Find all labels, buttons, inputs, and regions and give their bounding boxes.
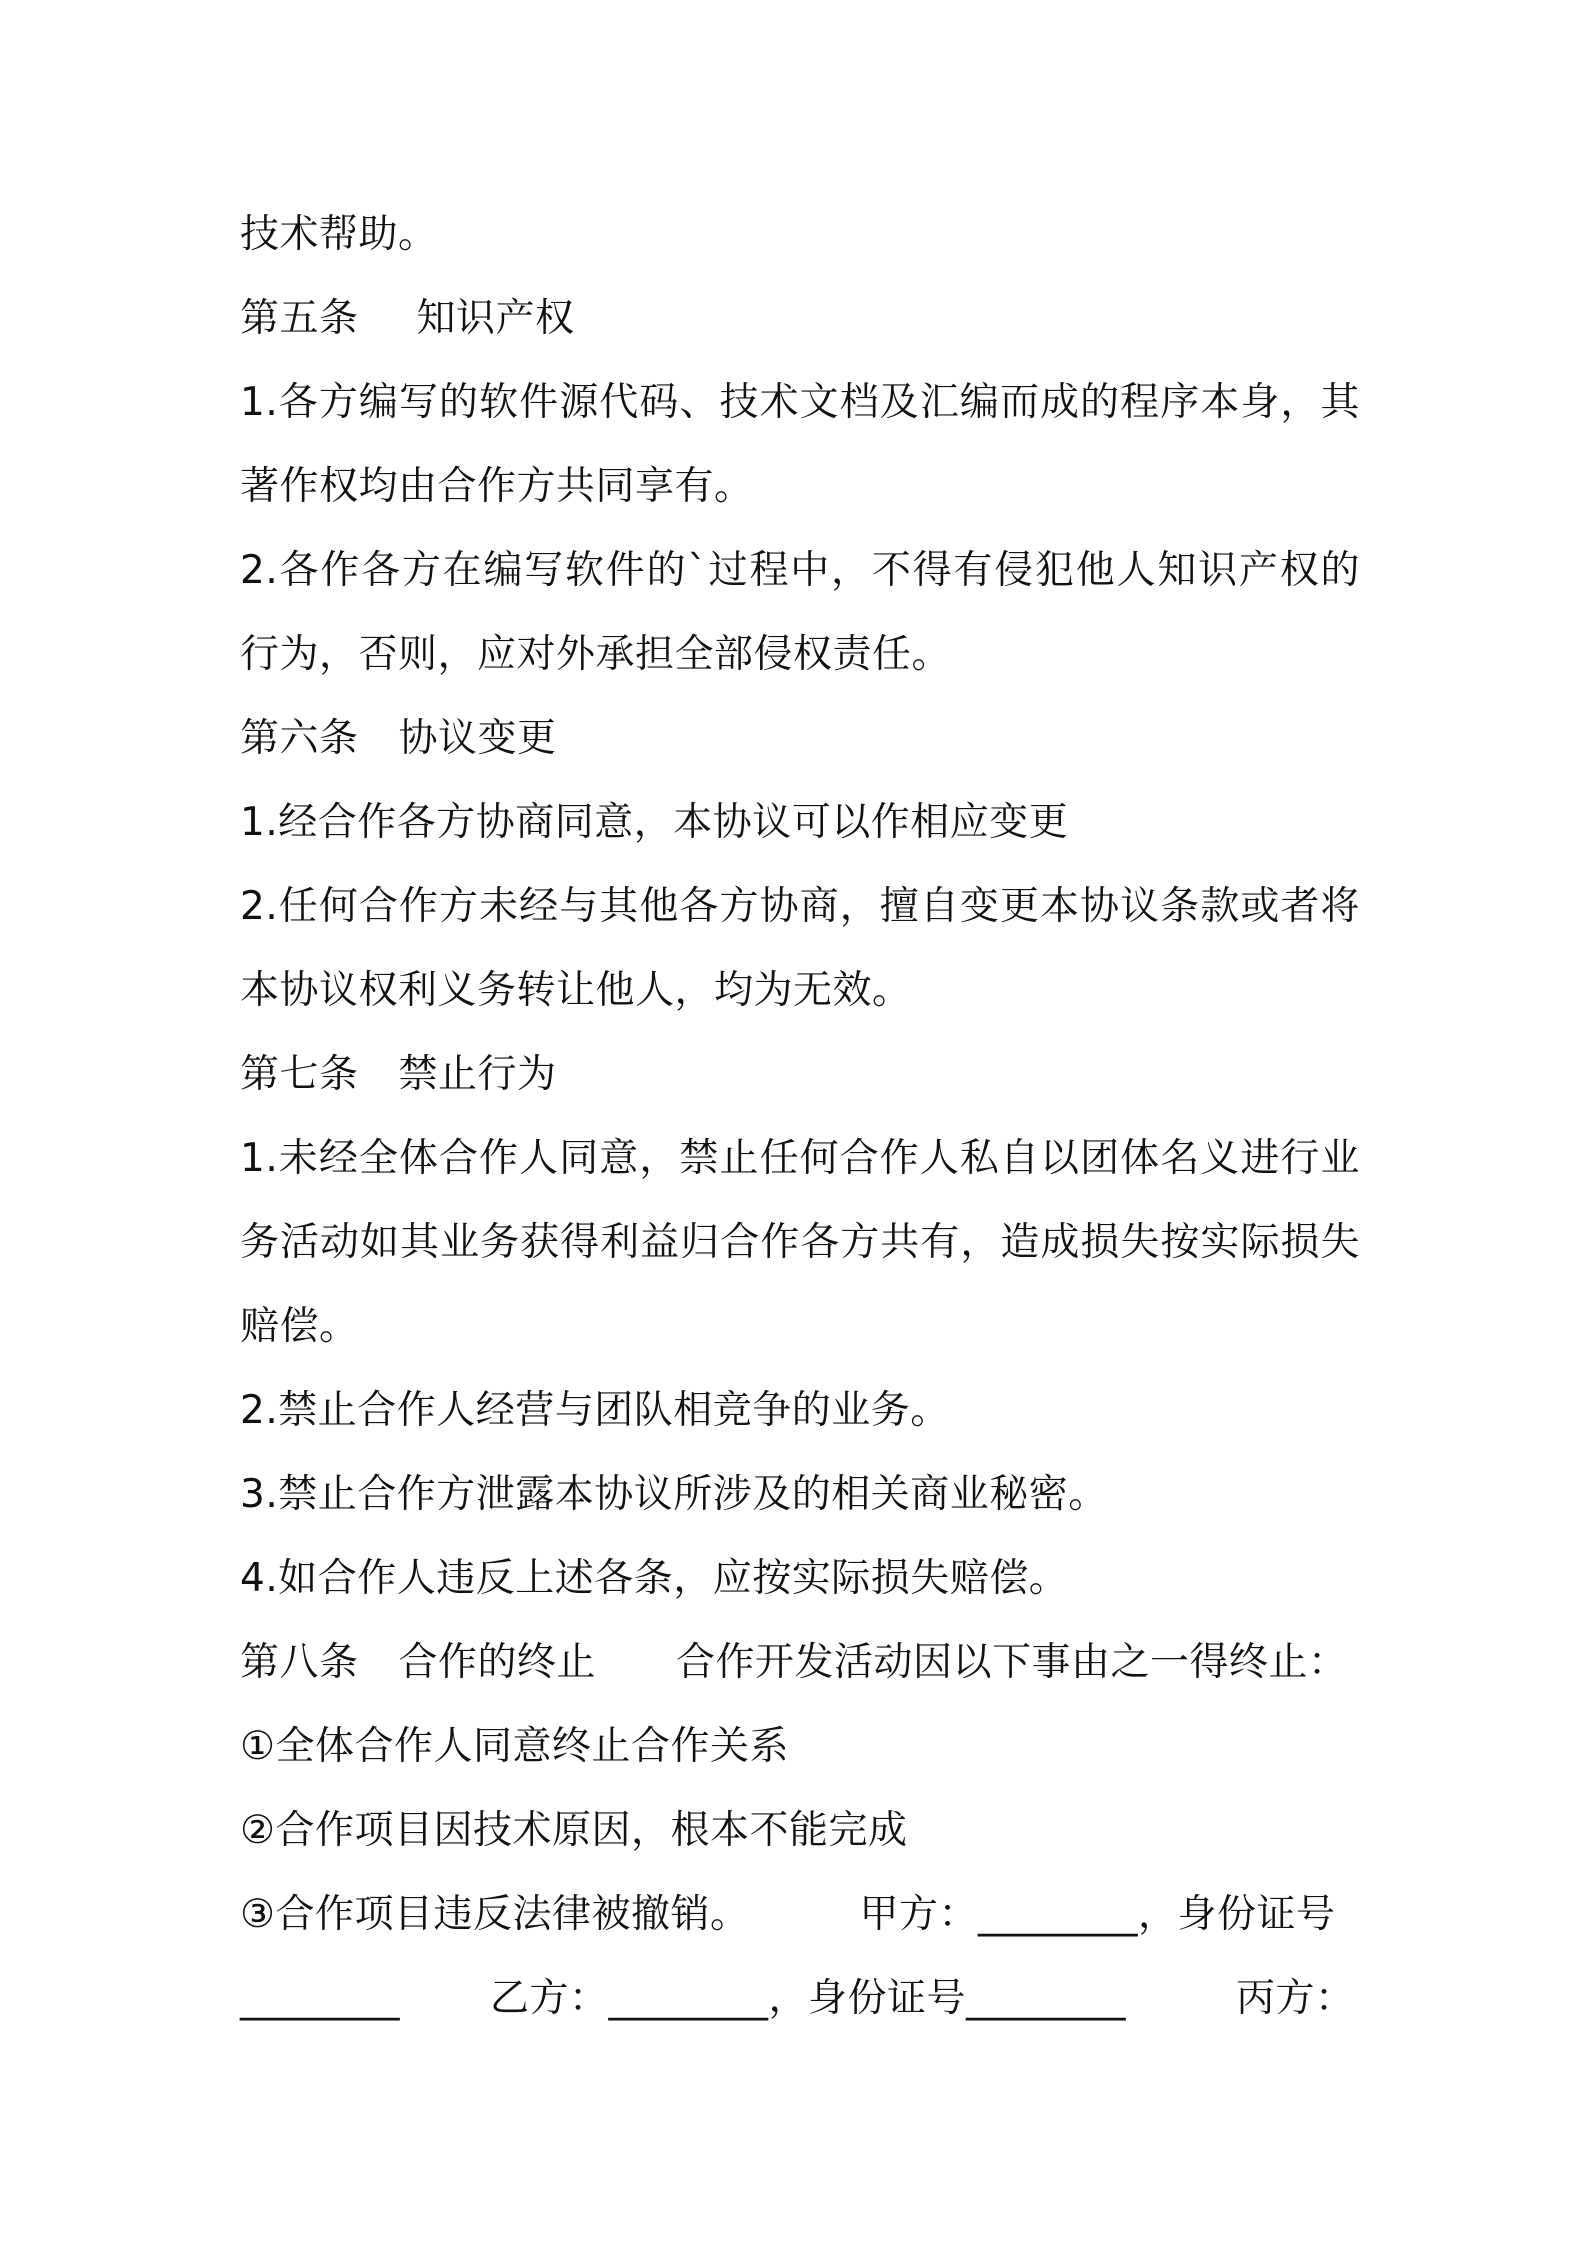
text-line-content: 本协议权利义务转让他人，均为无效。 [240,968,912,1013]
article-number: 第五条 [240,296,359,341]
contract-body [240,193,1360,2041]
text-line-content: 3.禁止合作方泄露本协议所涉及的相关商业秘密。 [240,1472,1108,1517]
text-line-content: 2.禁止合作人经营与团队相竞争的业务。 [240,1388,950,1433]
text-line [240,1285,1360,1369]
text-line-content: 技术帮助。 [240,212,438,257]
signature-line [240,1873,1360,1957]
text-line [240,613,1360,697]
text-line [240,1537,1360,1621]
party-a-signature-field: 甲方：________，身份证号 [859,1892,1336,1937]
article-number: 第七条 [240,1052,359,1097]
text-line [240,445,1360,529]
text-line-content: 务活动如其业务获得利益归合作各方共有，造成损失按实际损失 [240,1220,1360,1265]
text-line-content: ②合作项目因技术原因，根本不能完成 [240,1808,908,1853]
text-line [240,949,1360,1033]
text-line [240,865,1360,949]
text-line-content: 1.未经全体合作人同意，禁止任何合作人私自以团体名义进行业 [240,1136,1360,1181]
text-line-content: 著作权均由合作方共同享有。 [240,464,754,509]
article-6-heading [240,697,1360,781]
text-line-content: 2.任何合作方未经与其他各方协商，擅自变更本协议条款或者将 [240,884,1360,929]
signature-line [240,1957,1360,2041]
article-title: 禁止行为 [398,1052,557,1097]
article-title: 合作的终止 [398,1640,597,1685]
article-title: 协议变更 [398,716,557,761]
text-line [240,529,1360,613]
article-number: 第六条 [240,716,359,761]
article-text: 合作开发活动因以下事由之一得终止： [676,1640,1348,1685]
party-a-id-field: ________ [240,1976,400,2021]
text-line [240,1705,1360,1789]
text-line-content: 赔偿。 [240,1304,359,1349]
party-b-signature-field: 乙方：________，身份证号________ [490,1976,1127,2021]
text-line [240,1117,1360,1201]
article-7-heading [240,1033,1360,1117]
text-line [240,1201,1360,1285]
article-number: 第八条 [240,1640,359,1685]
text-line [240,1453,1360,1537]
text-line-content: 1.经合作各方协商同意，本协议可以作相应变更 [240,800,1069,845]
text-line [240,193,1360,277]
text-line-content: 1.各方编写的软件源代码、技术文档及汇编而成的程序本身，其 [240,380,1360,425]
article-title: 知识产权 [416,296,575,341]
text-line-content: ③合作项目违反法律被撤销。 [240,1892,750,1937]
text-line [240,361,1360,445]
party-c-signature-field: 丙方： [1236,1976,1355,2021]
text-line-content: 2.各作各方在编写软件的`过程中，不得有侵犯他人知识产权的 [240,548,1360,593]
text-line-content: 4.如合作人违反上述各条，应按实际损失赔偿。 [240,1556,1069,1601]
text-line [240,781,1360,865]
text-line-content: ①全体合作人同意终止合作关系 [240,1724,789,1769]
text-line-content: 行为，否则，应对外承担全部侵权责任。 [240,632,952,677]
article-5-heading [240,277,1360,361]
article-8-heading [240,1621,1360,1705]
text-line [240,1789,1360,1873]
text-line [240,1369,1360,1453]
